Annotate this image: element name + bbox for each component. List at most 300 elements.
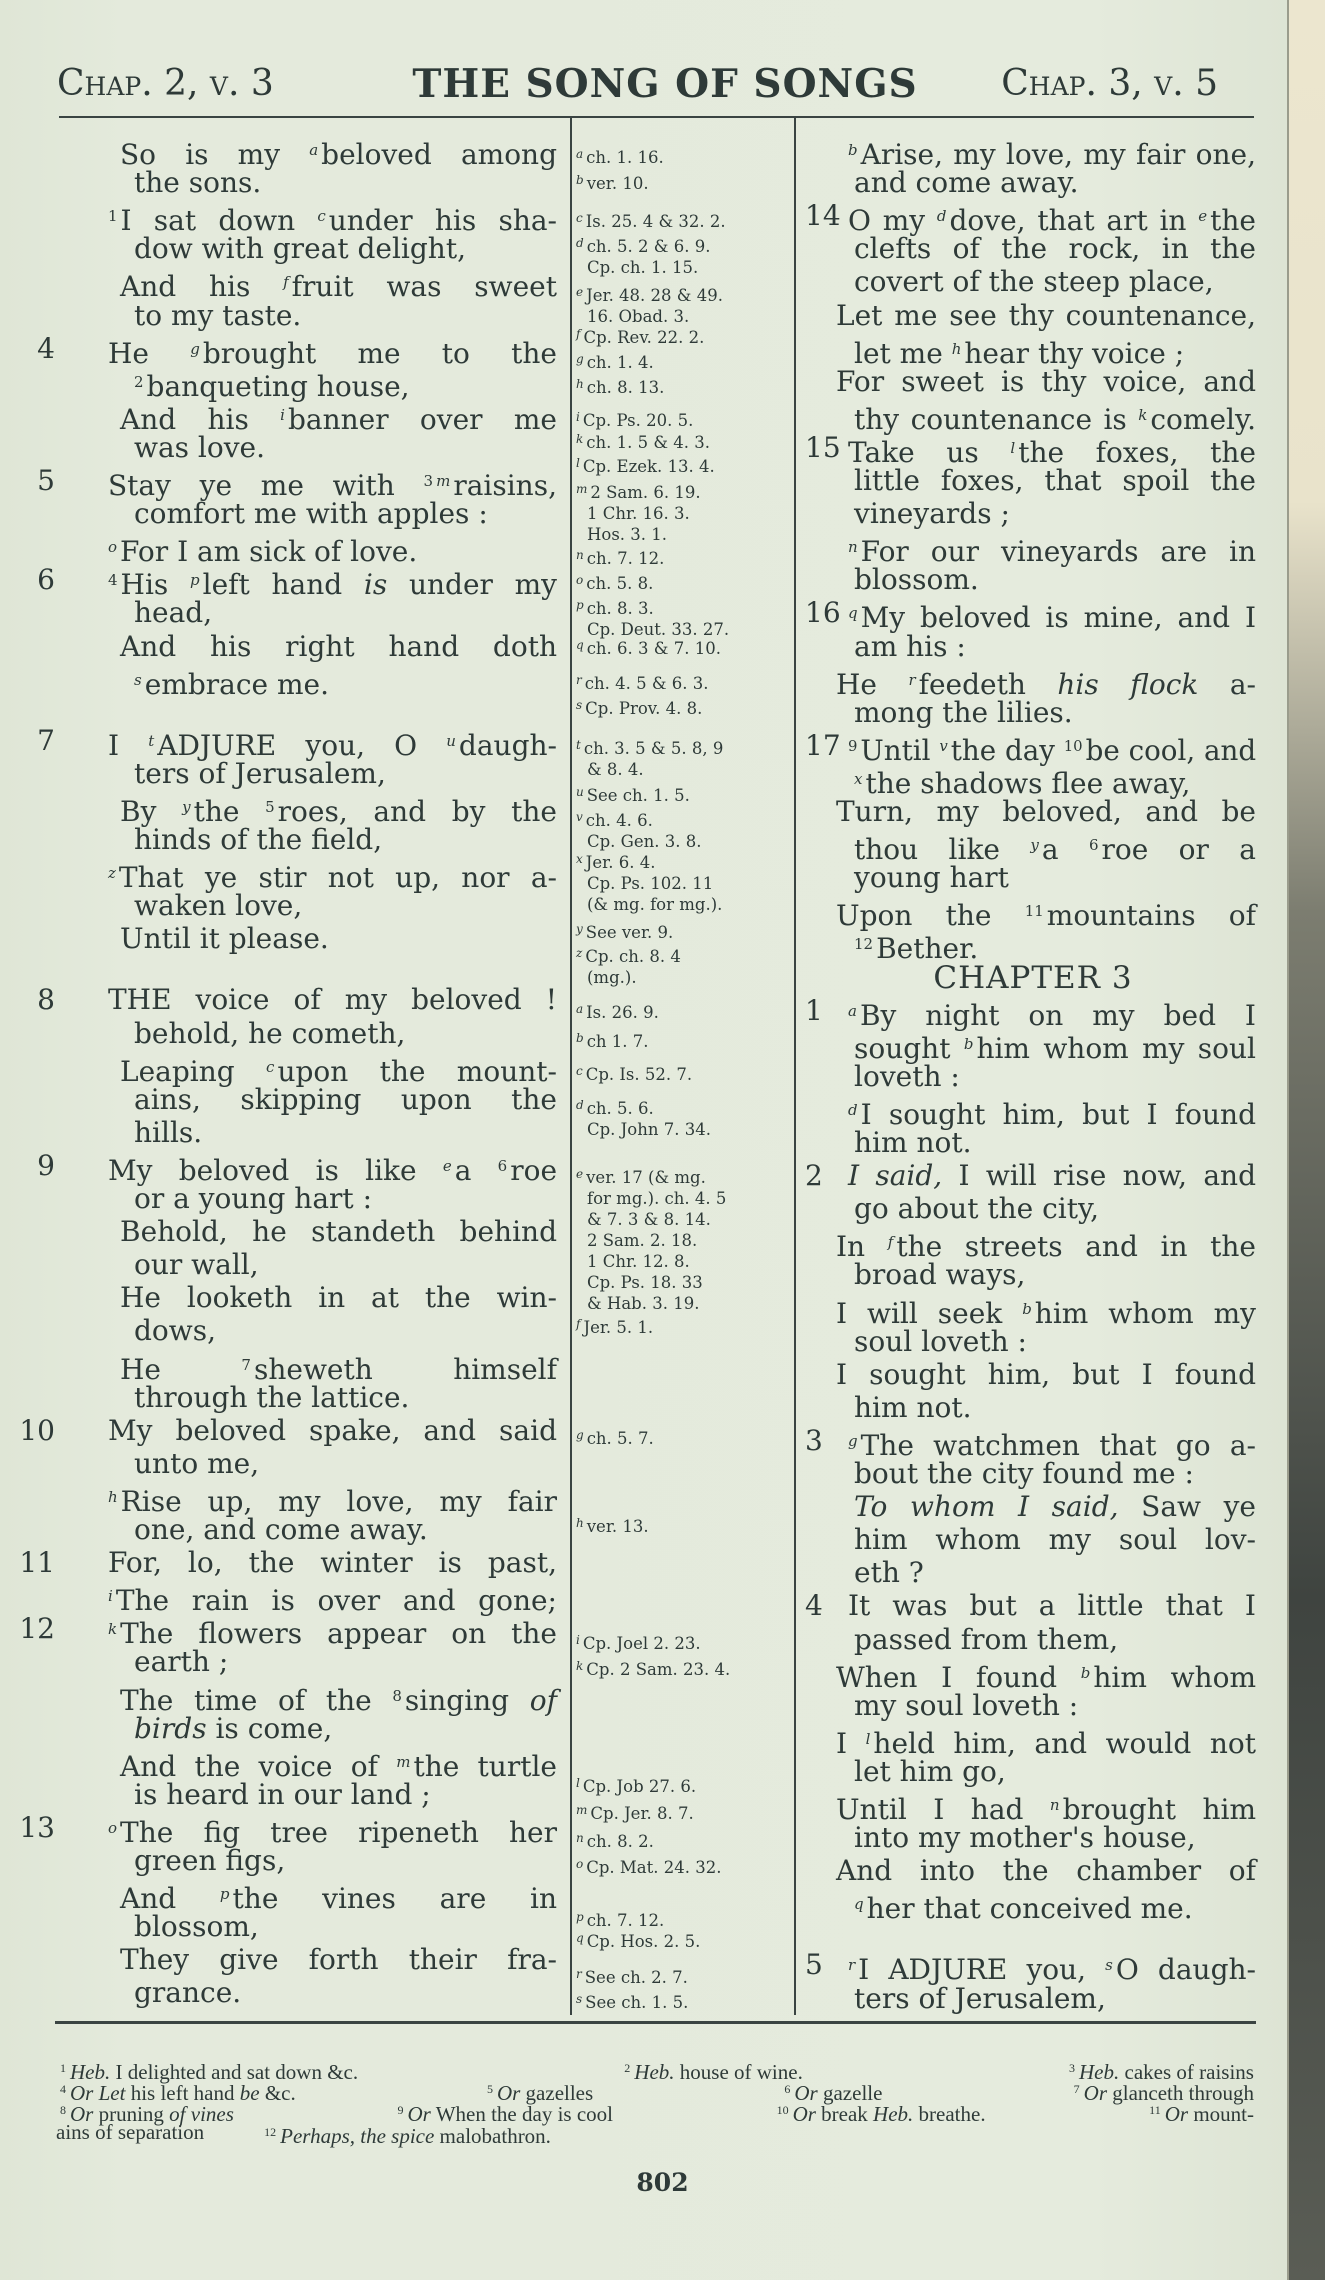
verse-text: Bether. (876, 932, 979, 966)
reference-text: ch. 8. 2. (586, 1832, 654, 1851)
reference-mark: i (108, 1587, 113, 1606)
footnote-number: 10 (776, 2103, 789, 2117)
verse-text: For I am sick of love. (120, 535, 418, 569)
reference-mark: g (190, 339, 200, 358)
reference-line (576, 759, 791, 780)
reference-text: ch 1. 7. (586, 1032, 649, 1051)
verse-number: 7 (37, 723, 55, 757)
column-divider-left (570, 117, 572, 2015)
reference-mark: q (576, 1931, 584, 1945)
verse-line (836, 365, 1256, 399)
reference-line (576, 807, 791, 831)
verse-text: thou like (854, 833, 1031, 867)
verse-line (108, 1612, 557, 1651)
reference-line (576, 1513, 791, 1537)
verse-line (134, 663, 557, 701)
reference-line (576, 1964, 791, 1988)
verse-text: the streets and in the (896, 1230, 1257, 1264)
verse-text: Until it please. (120, 922, 329, 956)
cross-reference (576, 1095, 791, 1140)
verse-number: 17 (805, 728, 841, 762)
verse-text: CHAPTER 3 (933, 959, 1133, 996)
footnote (784, 2078, 883, 2105)
verse-line (848, 1159, 1256, 1193)
reference-mark: o (108, 1818, 118, 1837)
verse-line (134, 497, 557, 531)
cross-reference (576, 595, 791, 640)
footnote-line (60, 2057, 1254, 2084)
reference-mark: d (576, 236, 584, 250)
verse-text: gazelles (520, 2081, 594, 2105)
reference-mark: c (317, 207, 326, 226)
verse-text: raisins, (453, 469, 557, 502)
verse-text: a- (1198, 667, 1256, 701)
reference-mark: h (951, 339, 962, 358)
italic-text: of (529, 1683, 557, 1717)
italic-text: Or (792, 2102, 816, 2126)
reference-line (576, 670, 791, 694)
reference-text: ch. 1. 5 & 4. 3. (586, 433, 711, 452)
reference-mark: p (576, 1910, 584, 1924)
italic-text: Heb. (634, 2060, 675, 2084)
footnote-number: 6 (784, 2082, 791, 2096)
verse-line (854, 1821, 1256, 1855)
verse-text: ains, skipping upon the (134, 1082, 557, 1116)
reference-mark: d (936, 207, 947, 226)
verse-text: I will rise now, and (942, 1159, 1256, 1193)
cross-reference (576, 1828, 791, 1852)
cross-reference (576, 545, 791, 569)
verse-text: His (120, 568, 191, 602)
verse-number: 13 (19, 1810, 55, 1844)
footnote-number: 3 (423, 472, 434, 490)
reference-line (576, 919, 791, 943)
verse-text: loveth : (854, 1059, 960, 1093)
verse-line (836, 1225, 1257, 1264)
verse-text: let him go, (854, 1754, 1006, 1788)
cross-reference (576, 453, 791, 477)
reference-text: Cp. Prov. 4. 8. (585, 699, 703, 718)
reference-line (576, 1209, 791, 1230)
verse-line (848, 1589, 1256, 1623)
verse-line (836, 894, 1256, 933)
cross-reference (576, 695, 791, 719)
verse-line (848, 199, 1256, 238)
footnote-number: 2 (134, 372, 144, 391)
footnote (264, 2121, 551, 2148)
reference-mark: o (108, 538, 118, 557)
verse-number: 4 (805, 1589, 823, 1623)
reference-mark: s (1105, 1956, 1113, 1975)
footnote (776, 2099, 986, 2126)
verse-line (836, 1788, 1256, 1826)
verse-line (134, 1645, 557, 1679)
reference-mark: d (576, 1098, 584, 1112)
verse-line (134, 365, 557, 403)
verse-text: grance. (134, 1976, 242, 2010)
verse-line (854, 927, 1256, 966)
verse-text: the turtle (413, 1749, 558, 1783)
verse-line (848, 994, 1256, 1032)
reference-mark: m (396, 1752, 411, 1771)
verse-line (134, 1447, 557, 1481)
reference-line (576, 849, 791, 873)
verse-number: 3 (805, 1423, 823, 1457)
reference-mark: g (576, 352, 584, 366)
verse-text: glanceth through (1107, 2081, 1254, 2105)
reference-mark: h (576, 1516, 584, 1530)
verse-text: him whom my (1034, 1296, 1256, 1330)
verse-line (134, 1712, 557, 1746)
verse-text: feedeth (918, 667, 1058, 701)
reference-mark: a (309, 141, 319, 159)
verse-line (854, 1192, 1256, 1226)
verse-text: gazelle (817, 2081, 883, 2105)
verse-number: 5 (37, 464, 55, 497)
footnote-number: 4 (60, 2082, 66, 2096)
reference-text: ver. 17 (& mg. (586, 1168, 706, 1187)
reference-text: Cp. Ezek. 13. 4. (582, 457, 715, 476)
verse-text: brought him (1062, 1793, 1256, 1826)
footnote (56, 2121, 204, 2143)
verse-text: Turn, my beloved, and be (836, 795, 1256, 828)
verse-line (848, 596, 1256, 635)
reference-text: ch. 5. 7. (586, 1429, 654, 1448)
verse-text: is come, (206, 1711, 333, 1745)
reference-text: ch. 3. 5 & 5. 8, 9 (583, 739, 724, 758)
reference-mark: y (576, 922, 583, 936)
verse-text: passed from them, (854, 1622, 1119, 1656)
reference-mark: x (576, 852, 583, 866)
verse-text: ters of Jerusalem, (854, 1981, 1106, 2015)
verse-line (134, 232, 557, 266)
reference-mark: r (576, 1967, 582, 1981)
reference-line (576, 144, 791, 168)
verse-line (836, 1656, 1256, 1694)
reference-mark: e (576, 285, 584, 299)
verse-line (134, 431, 557, 465)
reference-text: ch. 7. 12. (586, 1911, 665, 1930)
reference-line (576, 873, 791, 894)
verse-text: And into the chamber of (836, 1854, 1256, 1888)
reference-mark: b (848, 141, 858, 159)
reference-mark: l (1010, 438, 1016, 457)
verse-line (120, 133, 558, 171)
verse-line (854, 1391, 1256, 1425)
reference-mark: c (266, 1057, 275, 1076)
footnote (60, 2099, 234, 2126)
reference-mark: i (576, 1633, 580, 1647)
verse-text: ters of Jerusalem, (134, 756, 386, 790)
verse-text: O daugh- (1115, 1953, 1256, 1987)
verse-text: banqueting house, (146, 369, 410, 403)
verse-text: hear thy voice ; (964, 336, 1185, 370)
reference-line (576, 1828, 791, 1852)
verse-text: It was but a little that I (848, 1589, 1256, 1623)
verse-text: And his (120, 270, 284, 304)
verse-text: my soul loveth : (854, 1688, 1079, 1722)
verse-line (108, 1546, 557, 1580)
footnote-number: 6 (1088, 836, 1099, 855)
verse-text: breathe. (913, 2102, 986, 2126)
cross-reference (576, 1989, 791, 2013)
verse-text: Let me see thy countenance, (836, 298, 1256, 332)
reference-mark: s (576, 698, 583, 712)
reference-text: & 8. 4. (587, 760, 644, 779)
cross-reference (576, 407, 791, 431)
verse-text: the vines are in (232, 1882, 557, 1916)
footnote-number: 7 (241, 1355, 251, 1374)
reference-line (576, 257, 791, 278)
verse-text: head, (134, 596, 213, 630)
verse-line (854, 828, 1256, 867)
verse-line (134, 1083, 557, 1117)
verse-text: They give forth their fra- (120, 1943, 557, 1977)
verse-text: Until I had (836, 1793, 1050, 1826)
reference-text: ch. 5. 6. (586, 1099, 654, 1118)
verse-text: I sat down (120, 204, 318, 238)
reference-text: ch. 8. 3. (586, 599, 654, 618)
verse-number: 4 (37, 331, 55, 365)
verse-text: fruit was sweet (291, 270, 557, 304)
reference-mark: b (963, 1034, 974, 1053)
italic-text: Or Let (70, 2081, 126, 2105)
reference-mark: a (576, 147, 584, 161)
verse-line (836, 1854, 1256, 1888)
verse-line (854, 1982, 1256, 2016)
reference-mark: g (576, 1428, 584, 1442)
reference-mark: a (576, 1002, 584, 1016)
verse-text: daugh- (458, 728, 557, 762)
reference-line (576, 1272, 791, 1293)
footnote-number: 3 (1069, 2061, 1076, 2075)
reference-line (576, 894, 791, 915)
reference-mark: m (436, 472, 451, 490)
reference-mark: g (848, 1431, 858, 1450)
verse-line (108, 1414, 557, 1448)
cross-reference (576, 1773, 791, 1797)
verse-text: house of wine. (674, 2060, 803, 2084)
footnote-number: 11 (1024, 902, 1044, 921)
footnote-number: 5 (265, 797, 275, 816)
reference-line (576, 570, 791, 594)
cross-reference (576, 570, 791, 594)
verse-text: bout the city found me : (854, 1457, 1194, 1490)
verse-line (854, 696, 1256, 730)
verse-line (108, 1149, 558, 1187)
verse-text: malobathron. (434, 2124, 551, 2148)
verse-line (108, 199, 558, 238)
reference-text: 16. Obad. 3. (587, 307, 690, 326)
verse-line (854, 1490, 1256, 1524)
footnote-number: 1 (108, 207, 118, 226)
verse-text: break (815, 2102, 874, 2126)
reference-text: Cp. Hos. 2. 5. (586, 1932, 701, 1951)
verse-line (134, 596, 557, 630)
reference-text: Cp. Ps. 18. 33 (587, 1273, 703, 1292)
verse-line (848, 1948, 1256, 1987)
cross-reference (576, 1314, 791, 1338)
reference-line (576, 735, 791, 759)
verse-text: let me (854, 336, 952, 370)
reference-text: ver. 10. (586, 174, 649, 193)
italic-text: be (239, 2081, 260, 2105)
reference-mark: t (148, 731, 155, 750)
verse-line (854, 166, 1256, 200)
verse-text: a (454, 1153, 498, 1187)
verse-line (134, 1976, 557, 2010)
verse-text: Take us (848, 435, 1011, 469)
verse-line (854, 1755, 1256, 1789)
verse-number: 11 (19, 1546, 55, 1580)
reference-line (576, 1989, 791, 2013)
verse-text: under his sha- (328, 204, 558, 238)
reference-mark: m (576, 482, 588, 496)
reference-mark: i (280, 405, 285, 424)
verse-line (134, 1778, 557, 1812)
verse-text: cakes of raisins (1119, 2060, 1254, 2084)
verse-line (854, 762, 1256, 800)
reference-mark: e (1198, 207, 1208, 226)
reference-text: Jer. 48. 28 & 49. (586, 286, 723, 305)
verse-text: blossom. (854, 563, 979, 597)
reference-line (576, 407, 791, 431)
verse-text: THE voice of my beloved ! (108, 983, 557, 1017)
verse-text: upon the mount- (277, 1054, 557, 1088)
reference-line (576, 1164, 791, 1188)
verse-text: blossom, (134, 1910, 259, 1944)
footnote (486, 2078, 594, 2105)
verse-text: I sought him, but I found (836, 1357, 1256, 1391)
verse-text: embrace me. (144, 667, 329, 701)
verse-text: roe (510, 1153, 558, 1187)
reference-line (576, 1630, 791, 1654)
verse-text: him not. (854, 1126, 972, 1159)
verse-text: the shadows flee away, (865, 766, 1191, 800)
verse-text: Leaping (120, 1054, 267, 1088)
verse-text: him whom (1093, 1660, 1256, 1694)
verse-line (134, 166, 557, 200)
verse-text: singing (404, 1683, 530, 1717)
cross-reference (576, 1656, 791, 1680)
reference-text: See ch. 1. 5. (586, 786, 690, 805)
reference-mark: y (1030, 836, 1039, 855)
reference-mark: c (576, 1064, 583, 1078)
italic-text: birds (134, 1711, 207, 1745)
footnote-number: 1 (60, 2061, 66, 2075)
cross-reference (576, 1964, 791, 1988)
column-divider-right (794, 117, 796, 2015)
reference-mark: y (182, 797, 191, 816)
reference-line (576, 1230, 791, 1251)
italic-text: Or (1164, 2102, 1189, 2126)
verse-text: his left hand (125, 2081, 240, 2105)
reference-mark: u (446, 731, 456, 750)
reference-text: Cp. Joel 2. 23. (582, 1634, 701, 1653)
reference-text: Cp. Rev. 22. 2. (583, 328, 705, 347)
reference-mark: h (108, 1487, 118, 1506)
reference-text: ch. 5. 8. (586, 574, 654, 593)
reference-mark: k (576, 432, 584, 446)
verse-text: earth ; (134, 1645, 229, 1679)
verse-text: And his (120, 402, 281, 436)
reference-text: Cp. ch. 1. 15. (587, 258, 699, 277)
cross-reference (576, 1513, 791, 1537)
reference-line (576, 374, 791, 398)
verse-line (134, 1844, 557, 1878)
reference-text: Cp. Ps. 20. 5. (582, 411, 694, 430)
reference-line (576, 503, 791, 524)
reference-line (576, 1028, 791, 1052)
reference-text: ch. 4. 5 & 6. 3. (584, 674, 709, 693)
reference-line (576, 1314, 791, 1338)
reference-line (576, 1251, 791, 1272)
reference-text: Cp. 2 Sam. 23. 4. (586, 1660, 731, 1679)
reference-text: See ver. 9. (585, 923, 674, 942)
verse-text: And the voice of (120, 1749, 397, 1783)
verse-text: dove, that art in (949, 204, 1199, 238)
reference-line (576, 349, 791, 373)
reference-mark: n (848, 538, 858, 557)
reference-line (576, 208, 791, 232)
verse-text: her that conceived me. (866, 1892, 1193, 1926)
verse-line (848, 1424, 1256, 1462)
italic-text: Or (794, 2081, 818, 2105)
verse-line (120, 922, 557, 956)
reference-text: Cp. Mat. 24. 32. (586, 1858, 722, 1877)
verse-text: through the lattice. (134, 1380, 410, 1414)
cross-reference (576, 807, 791, 852)
cross-reference (576, 429, 791, 453)
reference-mark: f (283, 273, 289, 292)
verse-text: The rain is over and gone; (115, 1584, 557, 1618)
verse-text: and come away. (854, 166, 1079, 200)
chapter-heading (810, 961, 1256, 995)
reference-mark: s (134, 670, 142, 689)
cross-reference (576, 144, 791, 168)
verse-text: In (836, 1230, 888, 1264)
italic-text: Heb. (1079, 2060, 1120, 2084)
verse-text: O my (848, 204, 937, 238)
reference-text: (mg.). (587, 968, 637, 987)
verse-text: soul loveth : (854, 1324, 1027, 1358)
cross-reference (576, 1630, 791, 1654)
italic-text: I said, (848, 1159, 943, 1193)
reference-mark: q (854, 1895, 864, 1914)
reference-text: Cp. ch. 8. 4 (585, 947, 681, 966)
verse-text: dow with great delight, (134, 232, 466, 266)
reference-mark: k (108, 1620, 118, 1639)
verse-line (848, 729, 1257, 767)
cross-reference (576, 208, 791, 232)
verse-text: broad ways, (854, 1258, 1026, 1292)
verse-line (108, 563, 557, 602)
cross-reference (576, 1164, 791, 1314)
reference-mark: p (190, 571, 200, 590)
reference-text: Is. 26. 9. (586, 1003, 659, 1022)
verse-line (134, 299, 557, 333)
cross-reference (576, 849, 791, 915)
reference-text: 1 Chr. 16. 3. (587, 504, 690, 523)
verse-text: comfort me with apples : (134, 497, 488, 531)
verse-text: brought me to the (202, 336, 557, 370)
verse-text: under my (387, 568, 557, 602)
verse-line (836, 795, 1256, 829)
verse-text: That ye stir not up, nor a- (118, 861, 557, 895)
verse-line (854, 861, 1256, 895)
cross-reference (576, 919, 791, 943)
verse-text: is heard in our land ; (134, 1777, 431, 1811)
